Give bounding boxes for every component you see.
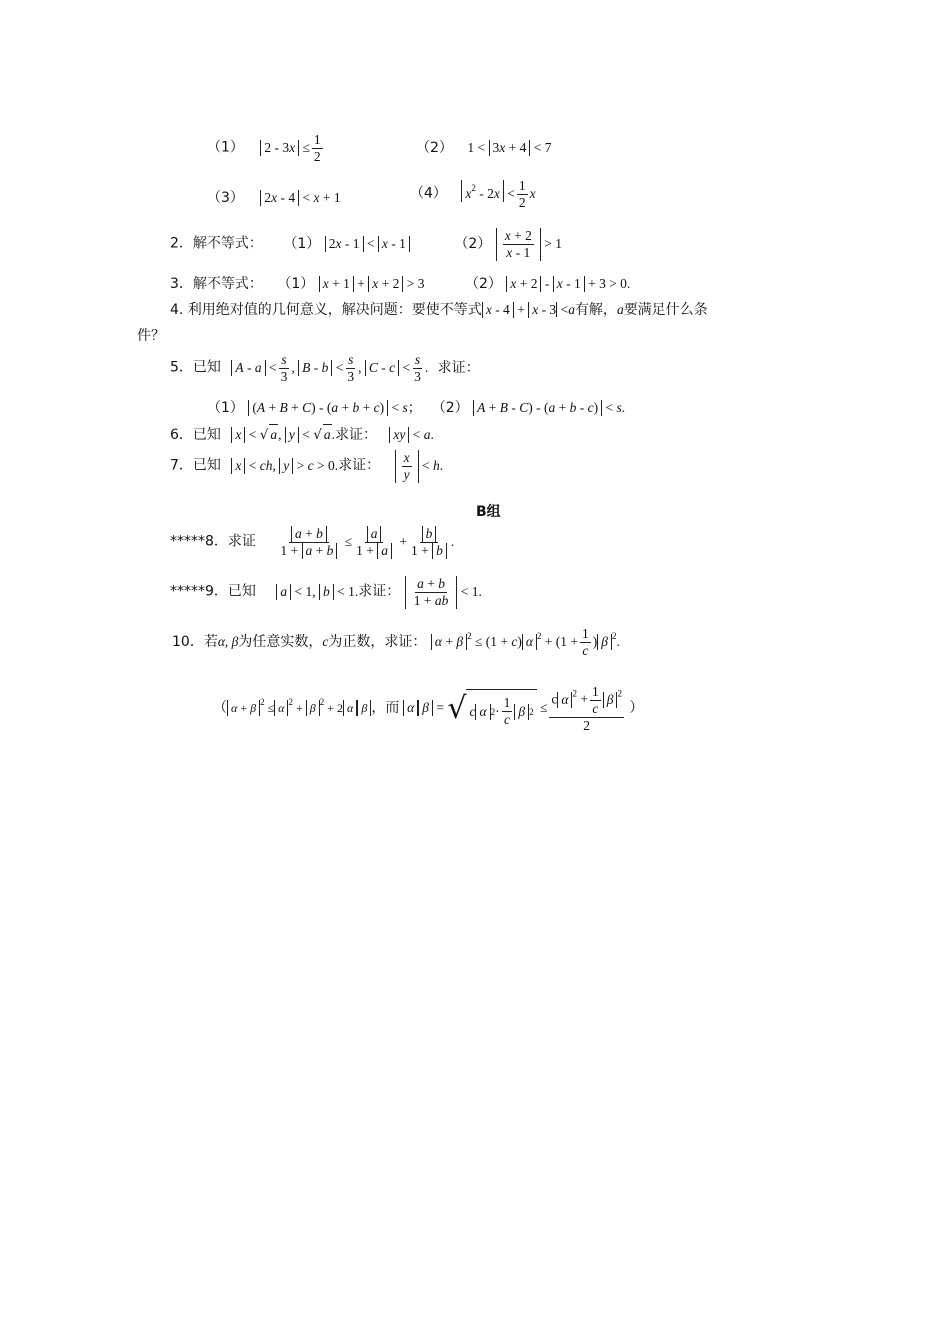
problem-6-formula: x < √ a, y < √ a. (231, 427, 335, 442)
problem-4-text-d: 件？ (137, 328, 165, 344)
problem-9-formula: a < 1, b < 1. (276, 584, 358, 599)
hint-mid: ，而 (371, 700, 400, 717)
problem-1-1-label: （1） (207, 139, 244, 156)
problem-3-2-formula: x + 2 - x - 1 + 3 > 0. (506, 276, 630, 291)
problem-8-label: *****8．求证 (170, 533, 256, 550)
problem-10 (172, 626, 620, 670)
problem-3-label: 3．解不等式： (170, 276, 263, 292)
problem-7-tail: 求证： (338, 457, 381, 474)
problem-10-text-c: 为正数，求证： (328, 634, 427, 650)
problem-1-2-label: （2） (416, 140, 453, 156)
problem-10-vars: α, β (217, 634, 239, 649)
problem-4-text-c: 要满足什么条 (623, 302, 708, 318)
problem-10-text-b: 为任意实数， (238, 634, 323, 650)
problem-7-label: 7．已知 (170, 457, 221, 474)
problem-4-line-2 (137, 326, 165, 346)
section-b-heading: B组 (476, 504, 501, 520)
problem-4-text-a: 4. 利用绝对值的几何意义，解决问题：要使不等式 (170, 302, 482, 318)
problem-1-4-label: （4） (410, 185, 447, 202)
problem-9 (170, 576, 482, 620)
problem-6-result: xy < a. (389, 427, 433, 442)
problem-8-formula: $\frac{a + b}{1 + a + b}$ ≤ $\frac{a}{1 + a}$ + $\frac{b}{1 + b}$ . (280, 526, 455, 558)
problem-1-2 (416, 138, 552, 158)
problem-3 (170, 274, 630, 294)
problem-5-sub2: （2） (431, 400, 469, 416)
problem-3-sub1: （1） (277, 276, 315, 292)
problem-2-2-formula: $\frac{x + 2}{x - 1}$ > 1 (496, 236, 562, 251)
problem-1-3-label: （3） (207, 190, 244, 206)
problem-5-formula: A - a < $\frac{s}{3}$ , B - b < $\frac{s}{3}$ , C - c < $\frac{s}{3}$ . (231, 360, 431, 375)
problem-4-formula: x - 4 + x - 3 <a (482, 302, 575, 317)
hint-formula-1: α + β $^2$ ≤ α $^2$ + β $^2$ + 2 α β (227, 701, 371, 715)
problem-1-3-formula: 2x - 4 < x + 1 (260, 190, 340, 205)
problem-2 (170, 228, 562, 272)
problem-1-4-formula: $x^2 - 2x$ < $\frac{1}{2}$ x (461, 186, 535, 201)
problem-5-tail: 求证： (437, 359, 480, 376)
problem-3-1-formula: x + 1 + x + 2 > 3 (319, 276, 425, 291)
problem-2-sub1: （1） (283, 235, 321, 252)
problem-5-2-formula: A + B - C) - (a + b - c) < s. (473, 400, 625, 415)
problem-5-label: 5．已知 (170, 359, 221, 376)
problem-6-tail: 求证： (334, 427, 377, 443)
hint-close: ） (629, 700, 644, 717)
problem-1-4 (410, 178, 536, 218)
problem-4-text-b: 有解， (574, 302, 617, 318)
problem-3-sub2: （2） (464, 276, 502, 292)
problem-1-row-1 (207, 132, 325, 172)
problem-2-sub2: （2） (454, 235, 492, 252)
problem-9-result: $\frac{a + b}{1 + ab}$ < 1. (405, 584, 482, 599)
problem-1-1-formula: 2 - 3x ≤ $\frac{1}{2}$ (260, 140, 324, 155)
problem-1-3 (207, 188, 341, 208)
problem-10-formula: α + β $^2$ ≤ (1 + c) α $^2$ + (1 + $\frac{1}{c}$ ) β $^2$. (431, 634, 620, 649)
problem-4-var-a: a (616, 302, 624, 317)
problem-5-1-formula: (A + B + C) - (a + b + c) < s； (248, 400, 421, 415)
problem-2-label: 2．解不等式： (170, 235, 263, 252)
problem-2-1-formula: 2x - 1 < x - 1 (325, 236, 410, 251)
problem-5-sub1: （1） (207, 400, 244, 416)
problem-5-subs (207, 398, 625, 418)
problem-10-text-a: 10．若 (172, 634, 218, 650)
hint-open: （ (213, 700, 227, 717)
problem-6 (170, 424, 434, 445)
problem-6-label: 6．已知 (170, 427, 221, 443)
problem-1-2-formula: 1 < 3x + 4 < 7 (467, 140, 552, 155)
problem-4-line-1 (170, 300, 708, 320)
problem-7-result: $\frac{x}{y}$ < h. (395, 458, 444, 473)
problem-10-hint (213, 684, 643, 740)
hint-formula-2: α β = √ c α 2 · 1 c β 2 ≤ c α $^2$ + $\frac{1}{c}$ β $^2$ 2 (403, 700, 629, 715)
problem-8 (170, 526, 454, 570)
problem-9-tail: 求证： (358, 583, 401, 600)
problem-10-var-c: c (322, 634, 329, 649)
problem-7-formula: x < ch, y > c > 0. (231, 458, 338, 473)
problem-9-label: *****9．已知 (170, 583, 256, 600)
problem-5 (170, 352, 480, 394)
problem-7 (170, 450, 443, 494)
